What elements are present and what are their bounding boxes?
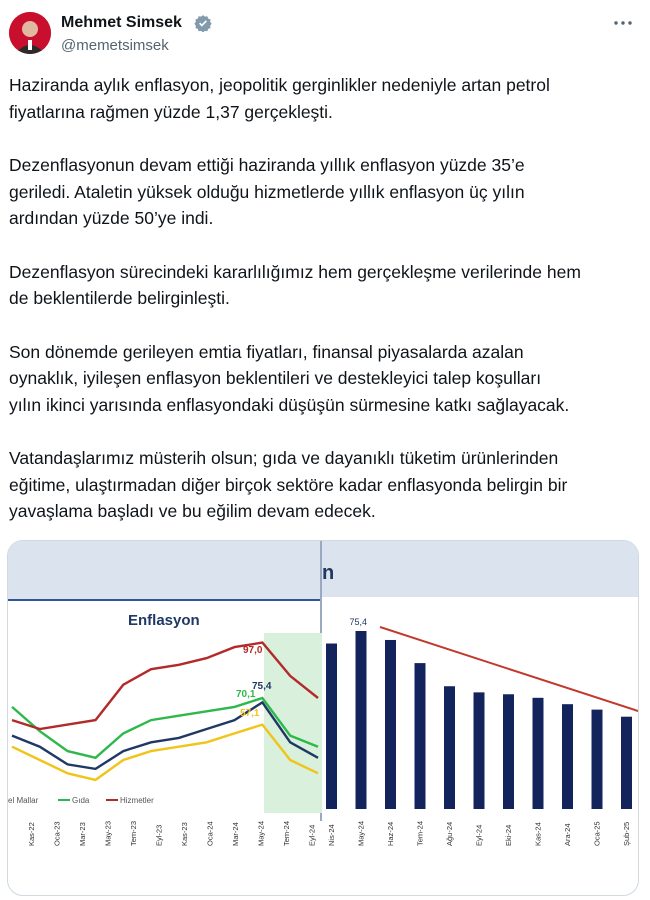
bar-x-label: Haz-24 bbox=[386, 821, 395, 846]
left-header-band bbox=[8, 541, 320, 599]
bar bbox=[562, 704, 573, 809]
line-x-label: May-24 bbox=[256, 820, 266, 846]
bar-x-label: Kas-24 bbox=[533, 822, 543, 846]
line-x-label: Tem-23 bbox=[129, 820, 138, 846]
bar bbox=[385, 640, 396, 809]
bar-chart bbox=[326, 617, 638, 809]
line-x-label: Oca-24 bbox=[205, 821, 215, 846]
right-header-band bbox=[322, 541, 638, 597]
right-header-fragment: n bbox=[322, 562, 335, 584]
avatar[interactable] bbox=[9, 12, 51, 54]
line-annotation: 57,1 bbox=[240, 708, 260, 719]
tweet-paragraph: Vatandaşlarımız müsterih olsun; gıda ve dayanıklı tüketim ürünlerinden eğitime, ulaştırmadan diğer birçok sektöre kadar enflasyonda belirgin bir yavaşlama başladı ve bu eğilim devam edecek. bbox=[9, 448, 568, 521]
line-x-label: Kas-23 bbox=[180, 822, 189, 846]
bar bbox=[621, 717, 632, 809]
tweet-paragraph: Dezenflasyonun devam ettiği haziranda yıllık enflasyon yüzde 35’e geriledi. Ataletin yüksek olduğu hizmetlerde yıllık enflasyon üç yılın ardından yüzde 50’ye indi. bbox=[9, 155, 525, 228]
tweet-media-image[interactable] bbox=[7, 540, 639, 896]
tweet-paragraph: Dezenflasyon sürecindeki kararlılığımız hem gerçekleşme verilerinde hem de beklentilerde belirginleşti. bbox=[9, 261, 581, 308]
bar-x-label: Oca-25 bbox=[592, 821, 602, 846]
line-x-label: Mar-23 bbox=[78, 822, 87, 846]
line-annotation: 97,0 bbox=[243, 645, 263, 656]
author-name[interactable]: Mehmet Simsek bbox=[61, 14, 182, 31]
legend-label: Gıda bbox=[72, 796, 90, 805]
left-chart-title: Enflasyon bbox=[128, 612, 200, 629]
line-x-label: Eyl-24 bbox=[307, 824, 317, 846]
bar-x-axis-labels bbox=[327, 821, 631, 846]
left-header-rule bbox=[8, 599, 320, 601]
bar-x-label: Eki-24 bbox=[504, 824, 513, 846]
tweet-header bbox=[0, 0, 650, 70]
legend-label: el Mallar bbox=[8, 796, 39, 805]
bar-x-label: Eyl-24 bbox=[474, 824, 484, 846]
tweet-text bbox=[9, 72, 639, 552]
bar-x-label: Şub-25 bbox=[622, 821, 631, 846]
bar bbox=[592, 710, 603, 809]
bar bbox=[356, 631, 367, 809]
bar bbox=[326, 644, 337, 809]
bar bbox=[415, 663, 426, 809]
bar-data-label: 75,4 bbox=[349, 617, 368, 627]
more-horizontal-icon[interactable] bbox=[612, 12, 634, 34]
bar bbox=[533, 698, 544, 809]
legend-label: Hizmetler bbox=[120, 796, 154, 805]
chart-legend bbox=[8, 796, 154, 805]
line-x-label: Kas-22 bbox=[27, 822, 36, 846]
line-x-label: Mar-24 bbox=[231, 822, 240, 846]
line-x-label: Oca-23 bbox=[52, 821, 62, 846]
bar-x-label: May-24 bbox=[356, 820, 366, 846]
author-handle[interactable]: @memetsimsek bbox=[61, 37, 169, 54]
bar bbox=[503, 694, 514, 809]
line-x-axis-labels bbox=[27, 821, 317, 846]
line-annotation: 70,1 bbox=[236, 689, 256, 700]
bar bbox=[444, 686, 455, 809]
bar bbox=[474, 692, 485, 809]
bar-x-label: Ağu-24 bbox=[445, 821, 454, 846]
tweet-paragraph: Son dönemde gerileyen emtia fiyatları, finansal piyasalarda azalan oynaklık, iyileşen enflasyon beklentileri ve destekleyici talep koşulları yılın ikinci yarısında enflasyondaki düşüşün sürmesine katkı sağlayacak. bbox=[9, 341, 570, 415]
bar-x-label: Nis-24 bbox=[327, 824, 336, 846]
line-x-label: Tem-24 bbox=[282, 820, 291, 846]
line-annotation: 75,4 bbox=[252, 681, 272, 692]
verified-badge-icon bbox=[194, 14, 212, 32]
chart-figure bbox=[8, 541, 638, 895]
bar-x-label: Ara-24 bbox=[563, 823, 572, 846]
highlight-region bbox=[264, 633, 322, 813]
bar-x-label: Tem-24 bbox=[415, 820, 425, 846]
line-x-label: Eyl-23 bbox=[154, 824, 164, 846]
tweet-paragraph: Haziranda aylık enflasyon, jeopolitik gerginlikler nedeniyle artan petrol fiyatlarına rağmen yüzde 1,37 gerçekleşti. bbox=[9, 75, 550, 122]
line-x-label: May-23 bbox=[103, 820, 113, 846]
